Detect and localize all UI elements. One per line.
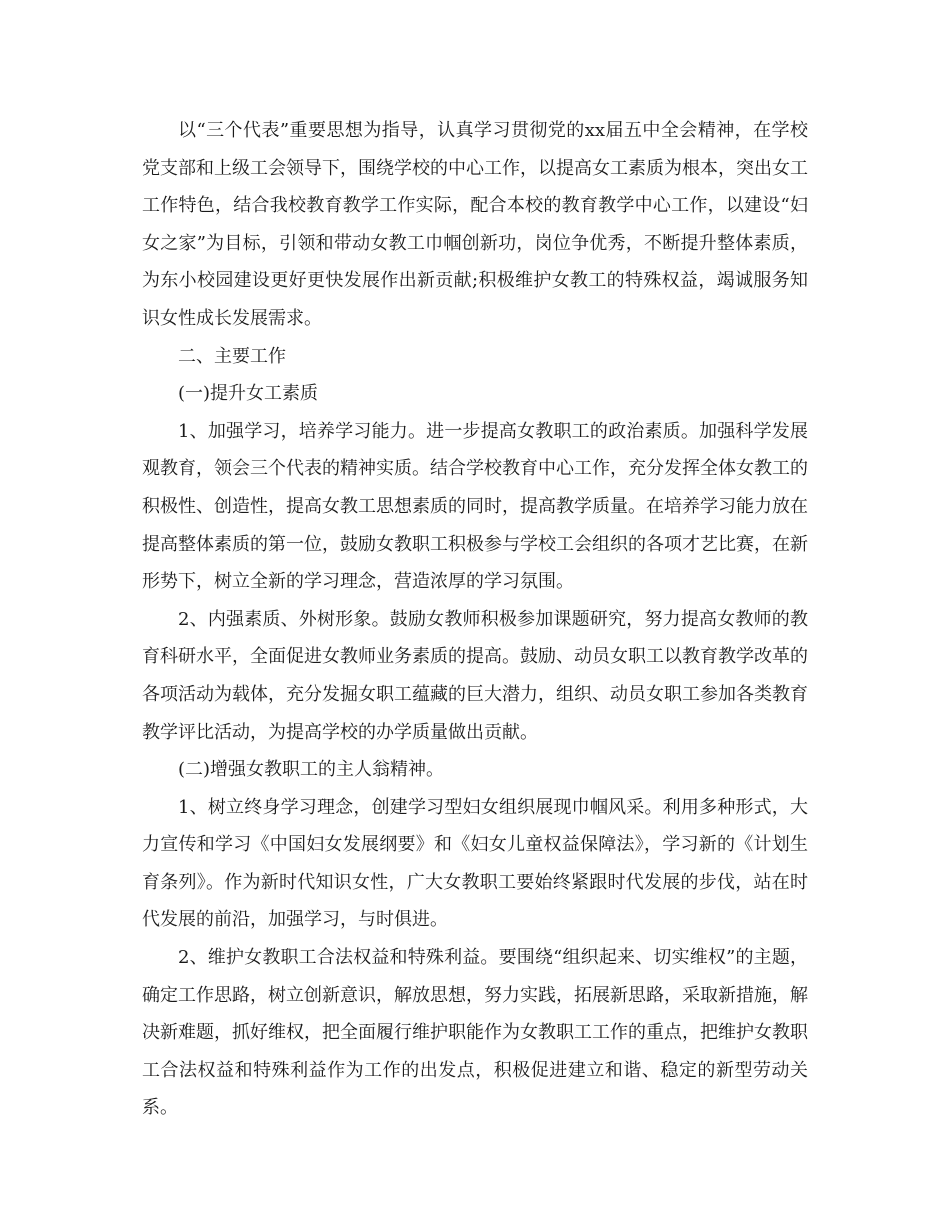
document-body — [142, 112, 808, 1127]
subheading-ownership-spirit: (二)增强女教职工的主人翁精神。 — [178, 759, 445, 781]
paragraph-lifelong-learning: 1、树立终身学习理念，创建学习型妇女组织展现巾帼风采。利用多种形式，大力宣传和学习《中国妇女发展纲要》和《妇女儿童权益保障法》，学习新的《计划生育条列》。作为新时代知识女性，广大女教职工要始终紧跟时代发展的步伐，站在时代发展的前沿，加强学习，与时俱进。 — [142, 796, 808, 931]
paragraph-strengthen-learning: 1、加强学习，培养学习能力。进一步提高女教职工的政治素质。加强科学发展观教育，领会三个代表的精神实质。结合学校教育中心工作，充分发挥全体女教工的积极性、创造性，提高女教工思想素质的同时，提高教学质量。在培养学习能力放在提高整体素质的第一位，鼓励女教职工积极参与学校工会组织的各项才艺比赛，在新形势下，树立全新的学习理念，营造浓厚的学习氛围。 — [142, 420, 808, 593]
heading-main-work: 二、主要工作 — [178, 345, 286, 367]
paragraph-intro: 以“三个代表”重要思想为指导，认真学习贯彻党的xx届五中全会精神，在学校党支部和上级工会领导下，围绕学校的中心工作，以提高女工素质为根本，突出女工工作特色，结合我校教育教学工作实际，配合本校的教育教学中心工作，以建设“妇女之家”为目标，引领和带动女教工巾帼创新功，岗位争优秀，不断提升整体素质，为东小校园建设更好更快发展作出新贡献;积极维护女教工的特殊权益，竭诚服务知识女性成长发展需求。 — [142, 120, 808, 329]
paragraph-protect-rights: 2、维护女教职工合法权益和特殊利益。要围绕“组织起来、切实维权”的主题，确定工作思路，树立创新意识，解放思想，努力实践，拓展新思路，采取新措施，解决新难题，抓好维权，把全面履行维护职能作为女教职工工作的重点，把维护女教职工合法权益和特殊利益作为工作的出发点，积极促进建立和谐、稳定的新型劳动关系。 — [142, 947, 808, 1119]
paragraph-internal-quality: 2、内强素质、外树形象。鼓励女教师积极参加课题研究，努力提高女教师的教育科研水平，全面促进女教师业务素质的提高。鼓励、动员女职工以教育教学改革的各项活动为载体，充分发掘女职工蕴藏的巨大潜力，组织、动员女职工参加各类教育教学评比活动，为提高学校的办学质量做出贡献。 — [142, 608, 808, 743]
subheading-improve-quality: (一)提升女工素质 — [178, 383, 319, 405]
